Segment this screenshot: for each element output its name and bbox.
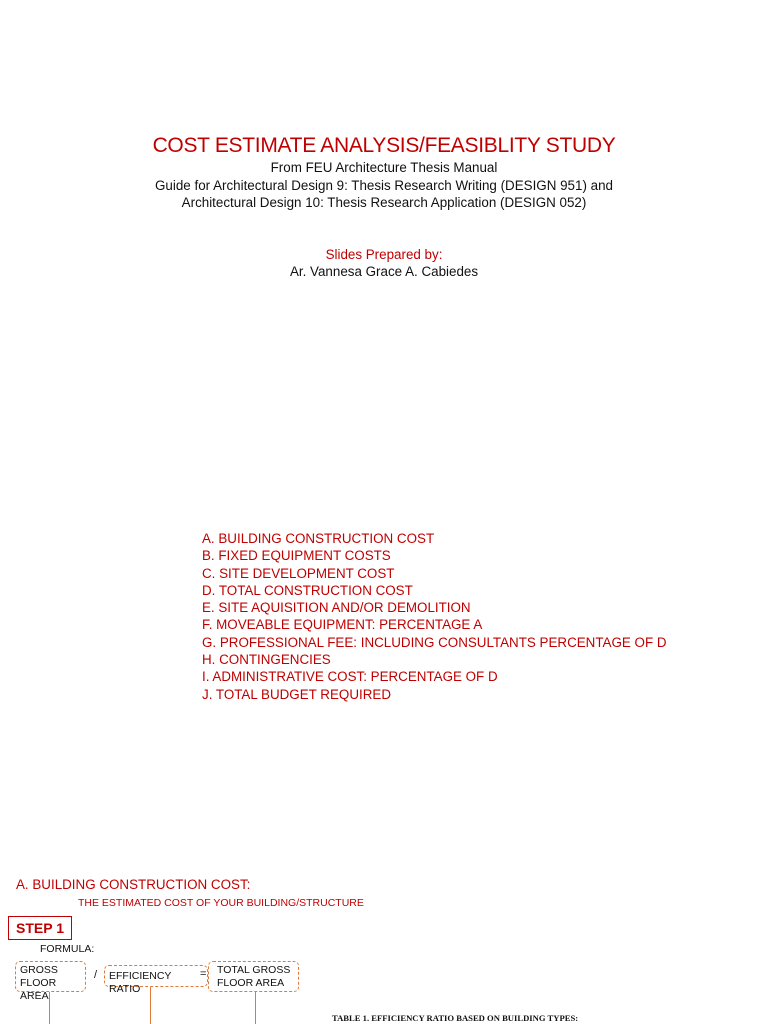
contents-item-f: F. MOVEABLE EQUIPMENT: PERCENTAGE A bbox=[202, 617, 483, 633]
formula-label: FORMULA: bbox=[40, 943, 95, 955]
source-line-2: Guide for Architectural Design 9: Thesis Research Writing (DESIGN 951) and bbox=[155, 178, 613, 193]
contents-item-b: B. FIXED EQUIPMENT COSTS bbox=[202, 548, 391, 564]
section-heading: A. BUILDING CONSTRUCTION COST: bbox=[16, 877, 251, 892]
formula-result-line2: FLOOR AREA bbox=[217, 977, 285, 989]
contents-item-i: I. ADMINISTRATIVE COST: PERCENTAGE OF D bbox=[202, 669, 498, 685]
contents-item-c: C. SITE DEVELOPMENT COST bbox=[202, 565, 395, 581]
source-line-1: From FEU Architecture Thesis Manual bbox=[270, 160, 498, 175]
formula-divide-operator: / bbox=[94, 969, 98, 981]
source-line-3: Architectural Design 10: Thesis Research Application (DESIGN 052) bbox=[181, 195, 587, 210]
contents-list bbox=[202, 530, 667, 703]
formula-box-efficiency-ratio bbox=[104, 965, 208, 995]
contents-item-d: D. TOTAL CONSTRUCTION COST bbox=[202, 582, 413, 598]
connector-line-1 bbox=[49, 992, 50, 1024]
formula-term2: EFFICIENCY RATIO bbox=[109, 970, 172, 995]
contents-item-g: G. PROFESSIONAL FEE: INCLUDING CONSULTANTS PERCENTAGE OF D bbox=[202, 634, 667, 650]
section-subheading: THE ESTIMATED COST OF YOUR BUILDING/STRUCTURE bbox=[78, 897, 364, 909]
contents-item-j: J. TOTAL BUDGET REQUIRED bbox=[202, 686, 391, 702]
page-title: COST ESTIMATE ANALYSIS/FEASIBLITY STUDY bbox=[152, 134, 616, 157]
prepared-by-label: Slides Prepared by: bbox=[325, 247, 443, 262]
step-label: STEP 1 bbox=[16, 920, 64, 936]
contents-item-a: A. BUILDING CONSTRUCTION COST bbox=[202, 531, 435, 546]
formula-term1-line1: GROSS bbox=[20, 964, 58, 976]
author-name: Ar. Vannesa Grace A. Cabiedes bbox=[289, 264, 479, 279]
contents-item-h: H. CONTINGENCIES bbox=[202, 652, 331, 668]
connector-line-3 bbox=[255, 992, 256, 1024]
contents-item-e: E. SITE AQUISITION AND/OR DEMOLITION bbox=[202, 600, 471, 616]
formula-equals-operator: = bbox=[200, 968, 207, 980]
formula-box-total-gross-floor-area bbox=[208, 961, 299, 992]
formula-box-gross-floor-area bbox=[15, 961, 86, 1002]
table-caption: TABLE 1. EFFICIENCY RATIO BASED ON BUILDING TYPES: bbox=[332, 1013, 579, 1023]
formula-result-line1: TOTAL GROSS bbox=[217, 964, 291, 976]
connector-line-2 bbox=[150, 987, 151, 1024]
step-badge bbox=[8, 916, 72, 940]
formula-term1-line2: FLOOR AREA bbox=[20, 977, 57, 1002]
